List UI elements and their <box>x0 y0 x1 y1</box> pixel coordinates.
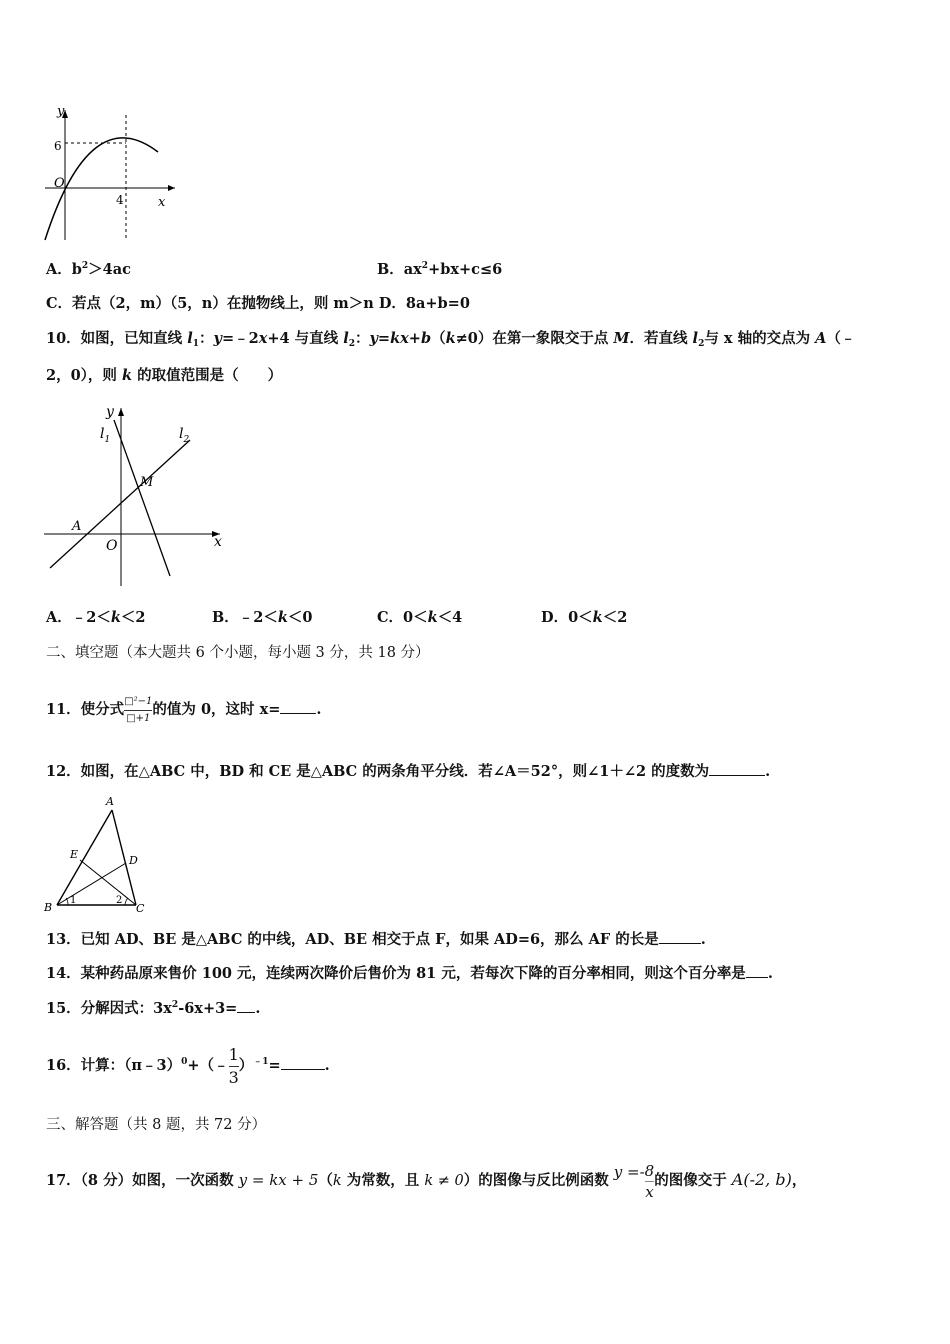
q12: 12．如图，在△ABC 中，BD 和 CE 是△ABC 的两条角平分线．若∠A＝52°，则∠1＋∠2 的度数为 . <box>46 763 771 780</box>
q12-label-D: D <box>129 854 138 867</box>
q12-label-E: E <box>70 848 79 861</box>
q10-l1-label: $l_1$ <box>100 426 111 445</box>
q10-option-D: D．0＜k＜2 <box>541 609 628 626</box>
q12-angle-2: 2 <box>116 895 123 906</box>
q9-option-B: B．$ax^2+bx+c\le 6$ <box>377 261 503 278</box>
q9-option-CD: C．若点（2，m）（5，n）在抛物线上，则 m＞n D．8a+b=0 <box>46 295 470 312</box>
q10-lines-graph <box>42 400 232 590</box>
q9-parabola-graph <box>40 100 180 245</box>
q13: 13．已知 AD、BE 是△ABC 的中线，AD、BE 相交于点 F，如果 AD=6，那么 AF 的长是 . <box>46 931 706 948</box>
q11: 11．使分式 $\frac{\text{□²−1}}{□+1}$ 的值为 0，这时 x= . <box>46 695 322 724</box>
q10-stem-line2: 2，0），则 k 的取值范围是（ ） <box>46 367 283 384</box>
section-3-heading: 三、解答题（共 8 题，共 72 分） <box>46 1117 267 1133</box>
q10-option-C: C．0＜k＜4 <box>377 609 463 626</box>
q10-option-B: B．﹣2＜k＜0 <box>212 609 313 626</box>
q12-label-A: A <box>106 795 114 808</box>
q12-triangle-figure <box>40 790 160 920</box>
q9-x-tick: 4 <box>116 193 124 207</box>
q10-point-A: A <box>72 519 82 534</box>
q10-origin: O <box>106 538 118 554</box>
q12-label-C: C <box>136 902 145 915</box>
q9-y-label: y <box>57 104 65 119</box>
q10-y-label: y <box>106 404 114 420</box>
q17: 17．（8 分）如图，一次函数 y = kx + 5（k 为常数，且 k ≠ 0）的图像与反比例函数 y =- $\frac{8}{x}$ 的图像交于 A(-2, b)， <box>46 1161 807 1201</box>
q10-point-M: M <box>140 475 154 490</box>
q15: 15．分解因式：$3x^2-6x+3=$ . <box>46 1000 261 1017</box>
q9-option-A: A．$b^2>4ac$ <box>46 261 131 278</box>
q10-stem-line1: 10．如图，已知直线 $l_1$：y=﹣2x+4 与直线 $l_2$：y=kx+b（k≠0）在第一象限交于点 M．若直线 $l_2$与 x 轴的交点为 A（﹣ <box>46 330 856 349</box>
q10-l2-label: $l_2$ <box>179 426 190 445</box>
q14: 14．某种药品原来售价 100 元，连续两次降价后售价为 81 元，若每次下降的百分率相同，则这个百分率是 . <box>46 965 773 982</box>
q9-x-label: x <box>158 195 166 210</box>
q10-x-label: x <box>214 534 222 550</box>
q16: 16．计算：（π﹣3）$^0$+（﹣ $\frac{1}{3}$ ）$^{﹣1}$= . <box>46 1044 330 1087</box>
section-2-heading: 二、填空题（本大题共 6 个小题，每小题 3 分，共 18 分） <box>46 645 430 661</box>
q12-angle-1: 1 <box>70 895 77 906</box>
q9-y-tick: 6 <box>54 139 62 153</box>
q10-option-A: A．﹣2＜k＜2 <box>46 609 146 626</box>
q12-label-B: B <box>44 901 53 914</box>
q9-origin: O <box>54 176 65 191</box>
